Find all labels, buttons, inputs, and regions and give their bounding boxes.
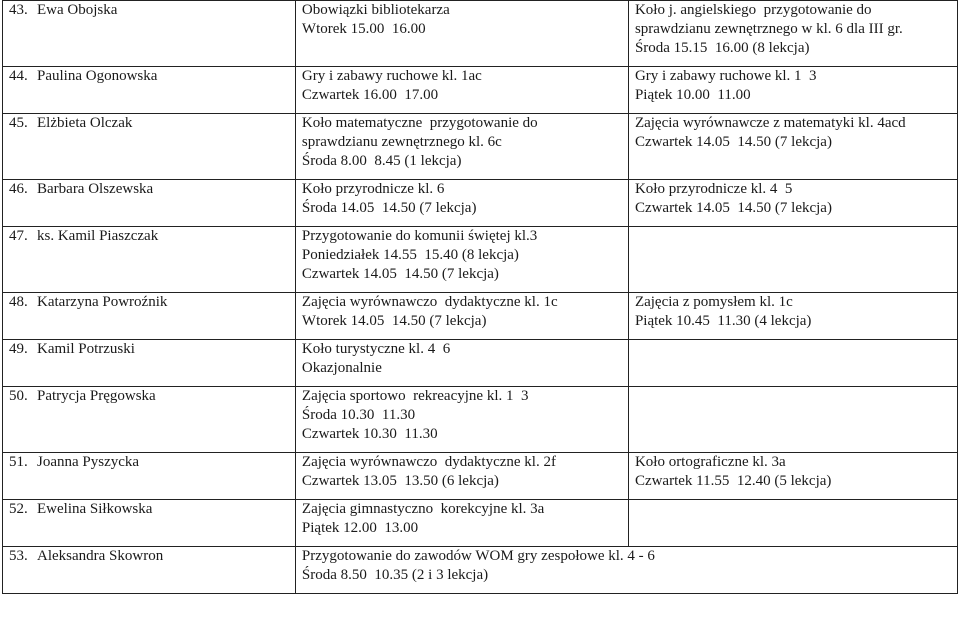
activity-line: Czwartek 14.05 14.50 (7 lekcja)	[634, 200, 832, 216]
row-number: 43.	[9, 2, 28, 18]
teacher-name: Ewa Obojska	[37, 2, 118, 18]
activity-line: Czwartek 14.05 14.50 (7 lekcja)	[301, 266, 499, 282]
activity-cell-2	[628, 67, 957, 114]
activity-line: Gry i zabawy ruchowe kl. 1ac	[301, 68, 482, 84]
row-number: 49.	[9, 341, 28, 357]
activity-cell-2	[628, 293, 957, 340]
activity-line: Piątek 10.00 11.00	[634, 87, 751, 103]
activity-line: Przygotowanie do komunii świętej kl.3	[301, 228, 538, 244]
teacher-cell	[3, 293, 296, 340]
activity-line: Okazjonalnie	[301, 360, 382, 376]
row-number: 47.	[9, 228, 28, 244]
teacher-cell	[3, 387, 296, 453]
activity-line: sprawdzianu zewnętrznego w kl. 6 dla III gr.	[634, 21, 903, 37]
activity-cell	[295, 67, 628, 114]
activity-cell-2	[628, 387, 957, 453]
activity-cell	[295, 180, 628, 227]
table-row	[3, 547, 958, 594]
activity-line: Zajęcia z pomysłem kl. 1c	[634, 294, 793, 310]
teacher-cell	[3, 67, 296, 114]
activity-line: Środa 10.30 11.30	[301, 407, 416, 423]
activity-line: Koło j. angielskiego przygotowanie do	[634, 2, 872, 18]
activity-line: Wtorek 14.05 14.50 (7 lekcja)	[301, 313, 487, 329]
teacher-name: Paulina Ogonowska	[37, 68, 158, 84]
teacher-cell	[3, 500, 296, 547]
teacher-cell	[3, 227, 296, 293]
table-row	[3, 500, 958, 547]
activity-line: Koło przyrodnicze kl. 4 5	[634, 181, 793, 197]
activity-line: Piątek 12.00 13.00	[301, 520, 419, 536]
activity-cell	[295, 1, 628, 67]
table-row	[3, 340, 958, 387]
activity-line: Środa 15.15 16.00 (8 lekcja)	[634, 40, 810, 56]
activity-line: Koło przyrodnicze kl. 6	[301, 181, 445, 197]
activity-line: Koło matematyczne przygotowanie do	[301, 115, 538, 131]
teacher-name: ks. Kamil Piaszczak	[37, 228, 159, 244]
activity-line: Środa 8.00 8.45 (1 lekcja)	[301, 153, 462, 169]
activity-cell-2	[628, 500, 957, 547]
activity-line: sprawdzianu zewnętrznego kl. 6c	[301, 134, 502, 150]
activity-line: Czwartek 10.30 11.30	[301, 426, 438, 442]
activity-line: Zajęcia wyrównawczo dydaktyczne kl. 2f	[301, 454, 556, 470]
activity-cell-2	[628, 1, 957, 67]
teacher-name: Ewelina Siłkowska	[37, 501, 153, 517]
row-number: 45.	[9, 115, 28, 131]
table-row	[3, 114, 958, 180]
row-number: 46.	[9, 181, 28, 197]
activity-line: Zajęcia sportowo rekreacyjne kl. 1 3	[301, 388, 529, 404]
teacher-name: Katarzyna Powroźnik	[37, 294, 168, 310]
row-number: 51.	[9, 454, 28, 470]
activity-line: Czwartek 13.05 13.50 (6 lekcja)	[301, 473, 499, 489]
table-row	[3, 293, 958, 340]
table-row	[3, 387, 958, 453]
teacher-cell	[3, 340, 296, 387]
activity-cell	[295, 114, 628, 180]
activities-table	[2, 0, 958, 594]
activity-line: Przygotowanie do zawodów WOM gry zespołowe kl. 4 - 6	[301, 548, 655, 564]
row-number: 53.	[9, 548, 28, 564]
activity-cell	[295, 387, 628, 453]
activity-line: Obowiązki bibliotekarza	[301, 2, 450, 18]
activity-cell-2	[628, 114, 957, 180]
activity-line: Gry i zabawy ruchowe kl. 1 3	[634, 68, 817, 84]
activity-cell-2	[628, 340, 957, 387]
activity-line: Zajęcia gimnastyczno korekcyjne kl. 3a	[301, 501, 545, 517]
activity-line: Koło turystyczne kl. 4 6	[301, 341, 451, 357]
teacher-cell	[3, 180, 296, 227]
activity-line: Czwartek 14.05 14.50 (7 lekcja)	[634, 134, 832, 150]
table-row	[3, 67, 958, 114]
activity-line: Wtorek 15.00 16.00	[301, 21, 426, 37]
row-number: 48.	[9, 294, 28, 310]
activity-line: Zajęcia wyrównawczo dydaktyczne kl. 1c	[301, 294, 558, 310]
teacher-name: Elżbieta Olczak	[37, 115, 133, 131]
activity-cell	[295, 547, 957, 594]
activity-line: Czwartek 16.00 17.00	[301, 87, 439, 103]
row-number: 52.	[9, 501, 28, 517]
activity-cell	[295, 500, 628, 547]
teacher-name: Patrycja Pręgowska	[37, 388, 156, 404]
activity-cell-2	[628, 180, 957, 227]
activity-cell-2	[628, 227, 957, 293]
activity-line: Środa 8.50 10.35 (2 i 3 lekcja)	[301, 567, 489, 583]
teacher-name: Barbara Olszewska	[37, 181, 154, 197]
teacher-cell	[3, 114, 296, 180]
teacher-name: Joanna Pyszycka	[37, 454, 140, 470]
activity-line: Czwartek 11.55 12.40 (5 lekcja)	[634, 473, 832, 489]
teacher-name: Kamil Potrzuski	[37, 341, 135, 357]
activity-line: Zajęcia wyrównawcze z matematyki kl. 4acd	[634, 115, 906, 131]
activity-cell	[295, 340, 628, 387]
table-row	[3, 227, 958, 293]
table-row	[3, 1, 958, 67]
teacher-cell	[3, 1, 296, 67]
activity-line: Koło ortograficzne kl. 3a	[634, 454, 786, 470]
teacher-name: Aleksandra Skowron	[37, 548, 164, 564]
activity-cell	[295, 227, 628, 293]
activity-line: Piątek 10.45 11.30 (4 lekcja)	[634, 313, 812, 329]
activity-line: Poniedziałek 14.55 15.40 (8 lekcja)	[301, 247, 519, 263]
table-row	[3, 453, 958, 500]
activity-cell-2	[628, 453, 957, 500]
activity-line: Środa 14.05 14.50 (7 lekcja)	[301, 200, 477, 216]
teacher-cell	[3, 453, 296, 500]
teacher-cell	[3, 547, 296, 594]
row-number: 50.	[9, 388, 28, 404]
table-row	[3, 180, 958, 227]
activity-cell	[295, 293, 628, 340]
activity-cell	[295, 453, 628, 500]
row-number: 44.	[9, 68, 28, 84]
